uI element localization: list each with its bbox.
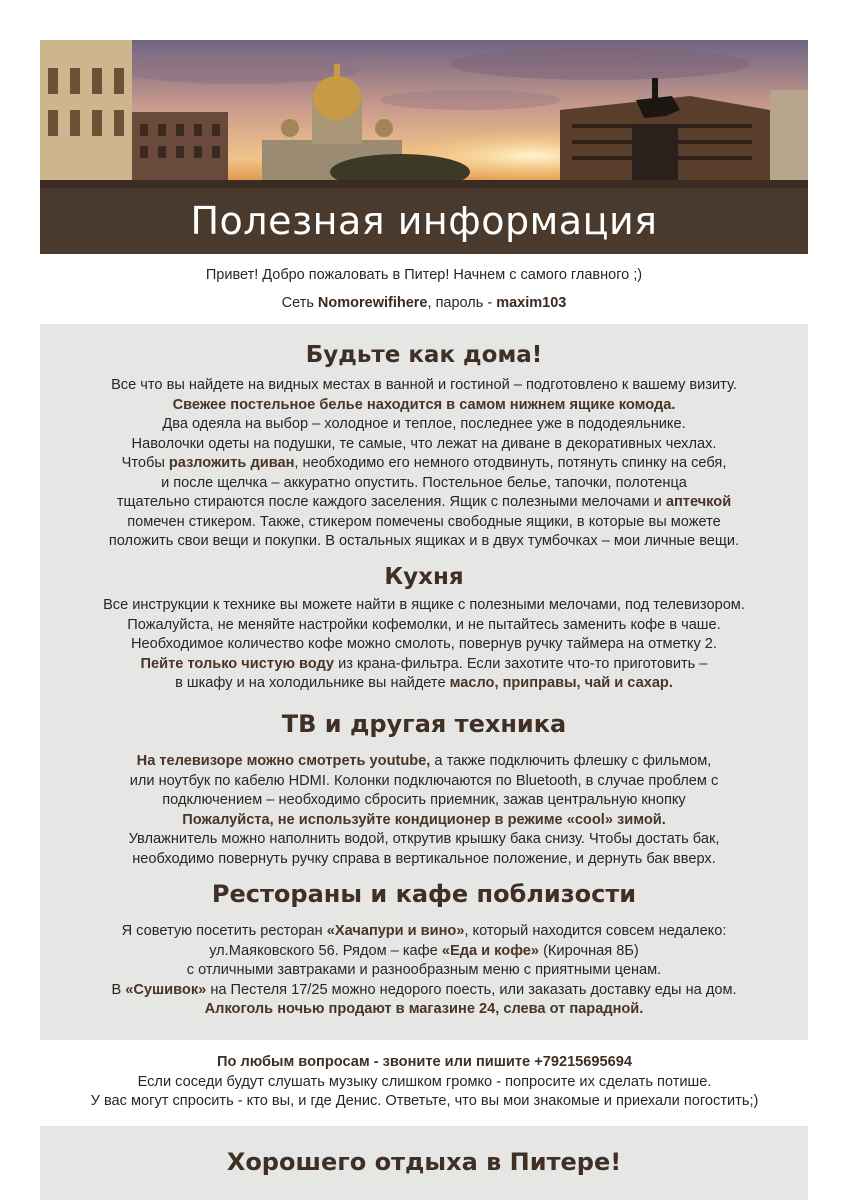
guest-note: У вас могут спросить - кто вы, и где Денис. Ответьте, что вы мои знакомые и приехали погостить;) <box>90 1093 759 1109</box>
section-title-kitchen: Кухня <box>384 564 464 590</box>
section-kitchen <box>40 564 808 694</box>
section-tv <box>40 710 808 869</box>
title-banner <box>40 188 808 254</box>
footer-panel <box>40 1126 808 1200</box>
section-text-home: Все что вы найдете на видных местах в ванной и гостиной – подготовлено к вашему визиту. Свежее постельное белье находится в самом нижнем ящике комода. Два одеяла на выбор – холодное и теплое, последнее уже в пододеяльнике. Наволочки одеты на подушки, те самые, что лежат на диване в декоративных чехлах. Чтобы разложить диван, необходимо его немного отодвинуть, потянуть спинку на себя, и после щелчка – аккуратно опустить. Постельное белье, тапочки, полотенца тщательно стираются после каждого заселения. Ящик с полезными мелочами и аптечкой помечен стикером. Также, стикером помечены свободные ящики, в которые вы можете положить свои вещи и покупки. В остальных ящиках и в двух тумбочках – мои личные вещи. <box>108 377 740 549</box>
section-home <box>40 342 808 552</box>
section-title-home: Будьте как дома! <box>305 342 543 368</box>
hero-image <box>40 40 808 188</box>
section-text-kitchen: Все инструкции к технике вы можете найти в ящике с полезными мелочами, под телевизором. Пожалуйста, не меняйте настройки кофемолки, и не пытайтесь заменить кофе в чаше. Необходимое количество кофе можно смолоть, повернув ручку таймера на отметку 2. Пейте только чистую воду из крана-фильтра. Если захотите что-то приготовить – в шкафу и на холодильнике вы найдете масло, приправы, чай и сахар. <box>103 597 745 691</box>
section-restaurants <box>40 880 808 1020</box>
footer-title: Хорошего отдыха в Питере! <box>226 1148 622 1176</box>
contacts-block <box>0 1053 849 1112</box>
contact-phone-line: По любым вопросам - звоните или пишите +79215695694 <box>216 1054 632 1070</box>
wifi-line: Сеть Nomorewifihere, пароль - maxim103 <box>281 295 567 311</box>
greeting-text: Привет! Добро пожаловать в Питер! Начнем с самого главного ;) <box>205 267 643 283</box>
wifi-password: maxim103 <box>496 295 567 311</box>
info-panel <box>40 324 808 1040</box>
section-title-tv: ТВ и другая техника <box>281 710 567 738</box>
intro <box>40 267 808 311</box>
section-text-tv: На телевизоре можно смотреть youtube, а также подключить флешку с фильмом, или ноутбук по кабелю HDMI. Колонки подключаются по Bluetooth, в случае проблем с подключением – необходимо сбросить приемник, зажав центральную кнопку Пожалуйста, не используйте кондиционер в режиме «cool» зимой. Увлажнитель можно наполнить водой, открутив крышку бака снизу. Чтобы достать бак, необходимо повернуть ручку справа в вертикальное положение, и дернуть бак вверх. <box>128 753 720 867</box>
section-title-restaurants: Рестораны и кафе поблизости <box>211 880 637 908</box>
neighbors-note: Если соседи будут слушать музыку слишком громко - попросите их сделать потише. <box>137 1073 712 1090</box>
wifi-network-name: Nomorewifihere <box>317 295 428 311</box>
page-title: Полезная информация <box>190 199 658 243</box>
section-text-restaurants: Я советую посетить ресторан «Хачапури и вино», который находится совсем недалеко: ул.Маяковского 56. Рядом – кафе «Еда и кофе» (Кирочная 8Б) с отличными завтраками и разнообразным меню с приятными ценам. В «Сушивок» на Пестеля 17/25 можно недорого поесть, или заказать доставку еды на дом. Алкоголь ночью продают в магазине 24, слева от парадной. <box>111 923 737 1017</box>
